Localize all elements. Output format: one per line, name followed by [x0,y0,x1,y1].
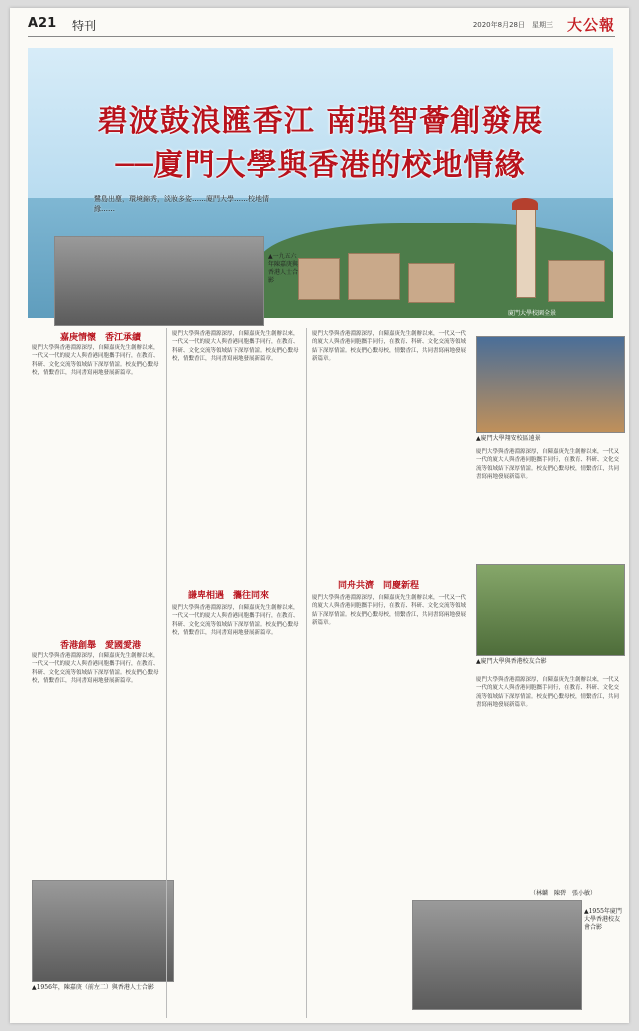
subhead-4: 同舟共濟 同慶新程 [338,581,420,591]
caption-historic-photo: ▲一九五六年陳嘉庚與香港人士合影 [268,253,299,284]
caption-chen-photo: ▲1956年，陳嘉庚（前左二）與香港人士合影 [32,984,154,991]
caption-campus-photo: ▲廈門大學翔安校區遠景 [476,435,541,442]
lead-paragraph: 鷺島出塵，環境錦秀，淡妝多姿……廈門大學……校地情緣…… [94,195,269,213]
campus-tower [516,206,536,298]
article-text-col1: 廈門大學與香港淵源深厚，自陳嘉庚先生創辦以來，一代又一代的廈大人與香港同胞攜手同行，在教育、科研、文化交流等領域結下深厚情誼。校友們心繫母校，情繫香江，共同書寫兩地發展新篇章。 [32,345,159,377]
headline-line2: ──廈門大學與香港的校地情緣 [115,148,526,183]
page-header [28,14,615,37]
caption-garden-photo: ▲廈門大學與香港校友合影 [476,658,547,665]
garden-stone-photo [476,564,625,656]
campus-building [408,263,455,303]
newspaper-page [10,8,629,1023]
campus-building [348,253,400,300]
issue-date: 2020年8月28日 星期三 [472,21,553,29]
article-text-col2: 廈門大學與香港淵源深厚，自陳嘉庚先生創辦以來，一代又一代的廈大人與香港同胞攜手同行，在教育、科研、文化交流等領域結下深厚情誼。校友們心繫母校，情繫香江，共同書寫兩地發展新篇章。 [172,331,299,363]
article-text-col4b: 廈門大學與香港淵源深厚，自陳嘉庚先生創辦以來，一代又一代的廈大人與香港同胞攜手同行，在教育、科研、文化交流等領域結下深厚情誼。校友們心繫母校，情繫香江，共同書寫兩地發展新篇章。 [476,677,620,709]
historic-group-photo [54,236,264,326]
campus-building [548,260,605,302]
alumni-group-photo [412,900,582,1010]
campus-tower-roof [512,198,538,210]
headline-line1: 碧波鼓浪匯香江 南强智薈創發展 [97,104,544,139]
newspaper-logo: 大公報 [566,16,615,34]
column-rule [306,328,307,1018]
article-text-col1b: 廈門大學與香港淵源深厚，自陳嘉庚先生創辦以來，一代又一代的廈大人與香港同胞攜手同行，在教育、科研、文化交流等領域結下深厚情誼。校友們心繫母校，情繫香江，共同書寫兩地發展新篇章。 [32,653,159,685]
subhead-1: 嘉庚情懷 香江承續 [60,333,142,343]
article-text-col3: 廈門大學與香港淵源深厚，自陳嘉庚先生創辦以來，一代又一代的廈大人與香港同胞攜手同行，在教育、科研、文化交流等領域結下深厚情誼。校友們心繫母校，情繫香江，共同書寫兩地發展新篇章。 [312,331,467,363]
section-name: 特刊 [72,19,97,33]
byline: （林麟 陳碧 張小敏） [530,890,597,897]
photo-chen-jiageng [32,880,174,982]
campus-photo [476,336,625,433]
article-text-col2b: 廈門大學與香港淵源深厚，自陳嘉庚先生創辦以來，一代又一代的廈大人與香港同胞攜手同行，在教育、科研、文化交流等領域結下深厚情誼。校友們心繫母校，情繫香江，共同書寫兩地發展新篇章。 [172,605,299,637]
page-number: A21 [28,16,57,31]
column-rule [166,328,167,1018]
subhead-3: 謙卑相遇 攜往同來 [188,591,270,601]
article-text-col4: 廈門大學與香港淵源深厚，自陳嘉庚先生創辦以來，一代又一代的廈大人與香港同胞攜手同行，在教育、科研、文化交流等領域結下深厚情誼。校友們心繫母校，情繫香江，共同書寫兩地發展新篇章。 [476,449,620,481]
subhead-2: 香港創舉 愛國愛港 [60,641,142,651]
campus-building [298,258,340,300]
caption-alumni-photo: ▲1955年廈門大學香港校友會合影 [584,908,622,931]
article-text-col3b: 廈門大學與香港淵源深厚，自陳嘉庚先生創辦以來，一代又一代的廈大人與香港同胞攜手同行，在教育、科研、文化交流等領域結下深厚情誼。校友們心繫母校，情繫香江，共同書寫兩地發展新篇章。 [312,595,467,627]
banner-photo-caption: 廈門大學校園全景 [508,310,557,317]
